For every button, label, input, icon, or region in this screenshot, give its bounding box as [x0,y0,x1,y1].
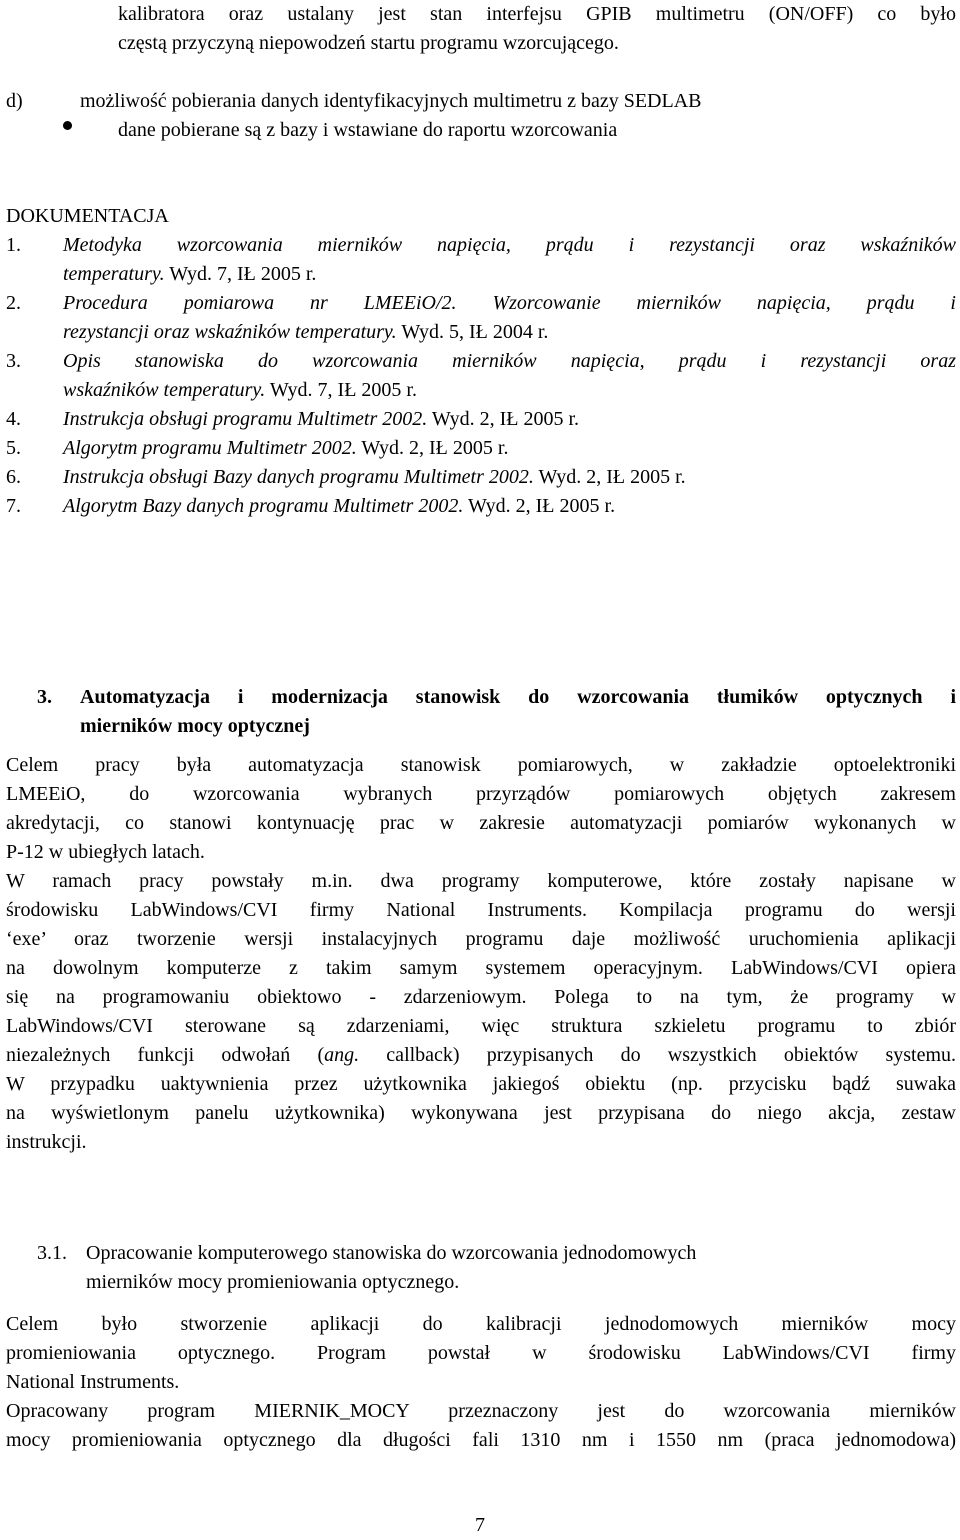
reference-title: Opis stanowiska do wzorcowania mierników napięcia, prądu i rezystancji oraz [63,350,956,372]
reference-edition: Wyd. 7, IŁ 2005 r. [265,379,417,401]
reference-edition: Wyd. 2, IŁ 2005 r. [533,466,686,488]
item-d-text: możliwość pobierania danych identyfikacyjnych multimetru z bazy SEDLAB [80,90,702,112]
paragraph-line: promieniowania optycznego. Program powstał w środowisku LabWindows/CVI firmy [6,1342,956,1364]
paragraph-line: Celem pracy była automatyzacja stanowisk pomiarowych, w zakładzie optoelektroniki [6,754,956,776]
section-3-1-title-cont: mierników mocy promieniowania optycznego. [86,1271,460,1293]
reference-title: Algorytm programu Multimetr 2002. [63,437,357,459]
paragraph-line: Celem było stworzenie aplikacji do kalibracji jednodomowych mierników mocy [6,1313,956,1335]
section-3-1-title: Opracowanie komputerowego stanowiska do wzorcowania jednodomowych [86,1242,697,1264]
reference-title: Procedura pomiarowa nr LMEEiO/2. Wzorcowanie mierników napięcia, prądu i [63,292,956,314]
reference-title: wskaźników temperatury. [63,379,266,401]
reference-number: 4. [6,408,21,430]
docs-heading: DOKUMENTACJA [6,205,169,227]
reference-number: 2. [6,292,21,314]
paragraph-line: National Instruments. [6,1371,180,1393]
reference-number: 1. [6,234,21,256]
paragraph-line: środowisku LabWindows/CVI firmy National Instruments. Kompilacja programu do wersji [6,899,956,921]
reference-edition: Wyd. 7, IŁ 2005 r. [164,263,317,285]
reference-edition: Wyd. 2, IŁ 2005 r. [427,408,579,430]
paragraph-line: LabWindows/CVI sterowane są zdarzeniami, więc struktura szkieletu programu to zbiór [6,1015,956,1037]
section-3-1-number: 3.1. [37,1242,67,1264]
reference-title: Metodyka wzorcowania mierników napięcia, prądu i rezystancji oraz wskaźników [63,234,956,256]
page-number: 7 [475,1514,485,1536]
reference-number: 3. [6,350,21,372]
reference-edition: Wyd. 2, IŁ 2005 r. [463,495,616,517]
bullet-icon [63,121,72,130]
reference-number: 5. [6,437,21,459]
paragraph-line: P-12 w ubiegłych latach. [6,841,205,863]
continuation-line-2: częstą przyczyną niepowodzeń startu programu wzorcującego. [118,32,619,54]
paragraph-line: LMEEiO, do wzorcowania wybranych przyrządów pomiarowych objętych zakresem [6,783,956,805]
reference-title: Algorytm Bazy danych programu Multimetr 2002. [63,495,464,517]
paragraph-line: mocy promieniowania optycznego dla długości fali 1310 nm i 1550 nm (praca jednomodowa) [6,1429,956,1451]
paragraph-line: akredytacji, co stanowi kontynuację prac w zakresie automatyzacji pomiarów wykonanych w [6,812,956,834]
paragraph-line: niezależnych funkcji odwołań (ang. callback) przypisanych do wszystkich obiektów systemu. [6,1044,957,1066]
reference-edition: Wyd. 5, IŁ 2004 r. [396,321,549,343]
reference-title: Instrukcja obsługi programu Multimetr 2002. [63,408,428,430]
paragraph-line: W przypadku uaktywnienia przez użytkownika jakiegoś obiektu (np. przycisku bądź suwaka [6,1073,956,1095]
section-3-title-cont: mierników mocy optycznej [80,715,310,737]
section-3-number: 3. [37,686,52,708]
reference-title: temperatury. [63,263,165,285]
paragraph-line: Opracowany program MIERNIK_MOCY przeznaczony jest do wzorcowania mierników [6,1400,956,1422]
section-3-title: Automatyzacja i modernizacja stanowisk do wzorcowania tłumików optycznych i [80,686,956,708]
item-d-bullet-text: dane pobierane są z bazy i wstawiane do raportu wzorcowania [118,119,618,141]
paragraph-line: na wyświetlonym panelu użytkownika) wykonywana jest przypisana do niego akcja, zestaw [6,1102,956,1124]
reference-title: Instrukcja obsługi Bazy danych programu Multimetr 2002. [63,466,534,488]
reference-number: 7. [6,495,21,517]
reference-number: 6. [6,466,21,488]
paragraph-line: się na programowaniu obiektowo - zdarzeniowym. Polega to na tym, że programy w [6,986,956,1008]
paragraph-line: W ramach pracy powstały m.in. dwa programy komputerowe, które zostały napisane w [6,870,956,892]
reference-edition: Wyd. 2, IŁ 2005 r. [356,437,509,459]
paragraph-line: ‘exe’ oraz tworzenie wersji instalacyjnych programu daje możliwość uruchomienia aplikacji [6,928,956,950]
continuation-line-1: kalibratora oraz ustalany jest stan interfejsu GPIB multimetru (ON/OFF) co było [118,3,956,25]
paragraph-line: na dowolnym komputerze z takim samym systemem operacyjnym. LabWindows/CVI opiera [6,957,956,979]
reference-title: rezystancji oraz wskaźników temperatury. [63,321,397,343]
item-d-label: d) [6,90,23,112]
paragraph-line: instrukcji. [6,1131,87,1153]
